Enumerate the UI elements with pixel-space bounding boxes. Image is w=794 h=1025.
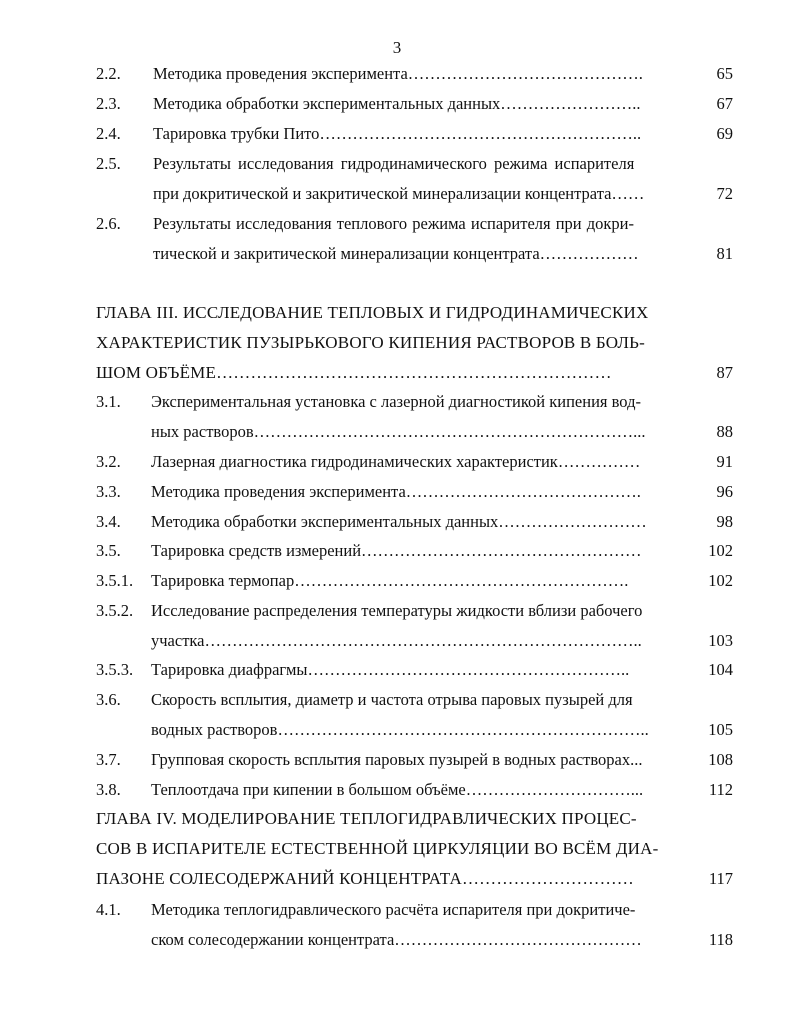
toc-page: 118 (708, 930, 733, 949)
toc-page: 96 (716, 482, 733, 501)
toc-number: 3.5.3. (96, 660, 134, 679)
toc-title: Методика обработки экспериментальных данных…………………….. (153, 94, 641, 113)
toc-page: 104 (708, 660, 733, 679)
toc-page: 81 (716, 244, 733, 263)
toc-title: Тарировка средств измерений…………………………………………… (151, 541, 642, 560)
toc-number: 3.3. (96, 482, 121, 501)
toc-title: Результаты исследования теплового режима испарителя при докри- (153, 214, 635, 233)
toc-number: 2.3. (96, 94, 121, 113)
toc-title: Результаты исследования гидродинамического режима испарителя (153, 154, 635, 173)
toc-number: 3.4. (96, 512, 121, 531)
toc-title-cont: ском солесодержании концентрата……………………………………… (151, 930, 642, 949)
toc-page: 98 (716, 512, 733, 531)
toc-number: 3.5.2. (96, 601, 134, 620)
toc-title-cont: при докритической и закритической минерализации концентрата…… (153, 184, 645, 203)
chapter-heading-cont: ХАРАКТЕРИСТИК ПУЗЫРЬКОВОГО КИПЕНИЯ РАСТВОРОВ В БОЛЬ- (96, 333, 645, 352)
toc-number: 3.2. (96, 452, 121, 471)
toc-page: 108 (708, 750, 733, 769)
toc-title-cont: ных растворов……………………………………………………………... (151, 422, 646, 441)
toc-title: Теплоотдача при кипении в большом объёме…………………………... (151, 780, 644, 799)
toc-title: Методика проведения эксперимента……………………………………. (153, 64, 643, 83)
toc-number: 3.5.1. (96, 571, 134, 590)
toc-title: Методика теплогидравлического расчёта испарителя при докритиче- (151, 900, 636, 919)
toc-number: 3.5. (96, 541, 121, 560)
toc-page: 112 (708, 780, 733, 799)
toc-title-cont: тической и закритической минерализации концентрата……………… (153, 244, 639, 263)
chapter-heading-cont: СОВ В ИСПАРИТЕЛЕ ЕСТЕСТВЕННОЙ ЦИРКУЛЯЦИИ ВО ВСЁМ ДИА- (96, 839, 659, 858)
toc-page: 67 (716, 94, 733, 113)
toc-number: 3.8. (96, 780, 121, 799)
chapter-heading-cont: ШОМ ОБЪЁМЕ…………………………………………………………… (96, 363, 612, 382)
toc-page: 69 (716, 124, 733, 143)
toc-title: Экспериментальная установка с лазерной диагностикой кипения вод- (151, 392, 641, 411)
toc-number: 3.7. (96, 750, 121, 769)
toc-number: 2.2. (96, 64, 121, 83)
toc-number: 3.6. (96, 690, 121, 709)
toc-number: 2.6. (96, 214, 121, 233)
toc-page: 65 (716, 64, 733, 83)
toc-page: 117 (708, 869, 733, 888)
toc-number: 2.4. (96, 124, 121, 143)
toc-page: 72 (716, 184, 733, 203)
toc-number: 2.5. (96, 154, 121, 173)
toc-title: Групповая скорость всплытия паровых пузырей в водных растворах... (151, 750, 643, 769)
toc-page: 88 (716, 422, 733, 441)
page-number: 3 (392, 38, 402, 57)
chapter-heading: ГЛАВА III. ИССЛЕДОВАНИЕ ТЕПЛОВЫХ И ГИДРОДИНАМИЧЕСКИХ (96, 303, 649, 322)
toc-page: 87 (716, 363, 733, 382)
toc-page: 102 (708, 571, 733, 590)
chapter-heading: ГЛАВА IV. МОДЕЛИРОВАНИЕ ТЕПЛОГИДРАВЛИЧЕСКИХ ПРОЦЕС- (96, 809, 637, 828)
toc-title: Методика обработки экспериментальных данных……………………… (151, 512, 647, 531)
toc-page: 105 (708, 720, 733, 739)
toc-title: Скорость всплытия, диаметр и частота отрыва паровых пузырей для (151, 690, 633, 709)
toc-title: Тарировка трубки Пито………………………………………………….. (153, 124, 642, 143)
toc-title-cont: водных растворов………………………………………………………….. (151, 720, 649, 739)
toc-page: 103 (708, 631, 733, 650)
chapter-heading-cont: ПАЗОНЕ СОЛЕСОДЕРЖАНИЙ КОНЦЕНТРАТА………………………… (96, 869, 634, 888)
toc-number: 3.1. (96, 392, 121, 411)
toc-title: Методика проведения эксперимента……………………………………. (151, 482, 641, 501)
toc-title-cont: участка…………………………………………………………………….. (151, 631, 642, 650)
toc-page: 91 (716, 452, 733, 471)
toc-title: Лазерная диагностика гидродинамических характеристик…………… (151, 452, 641, 471)
toc-title: Тарировка диафрагмы………………………………………………….. (151, 660, 630, 679)
toc-number: 4.1. (96, 900, 121, 919)
toc-title: Тарировка термопар……………………………………………………. (151, 571, 629, 590)
toc-page: 102 (708, 541, 733, 560)
toc-title: Исследование распределения температуры жидкости вблизи рабочего (151, 601, 643, 620)
